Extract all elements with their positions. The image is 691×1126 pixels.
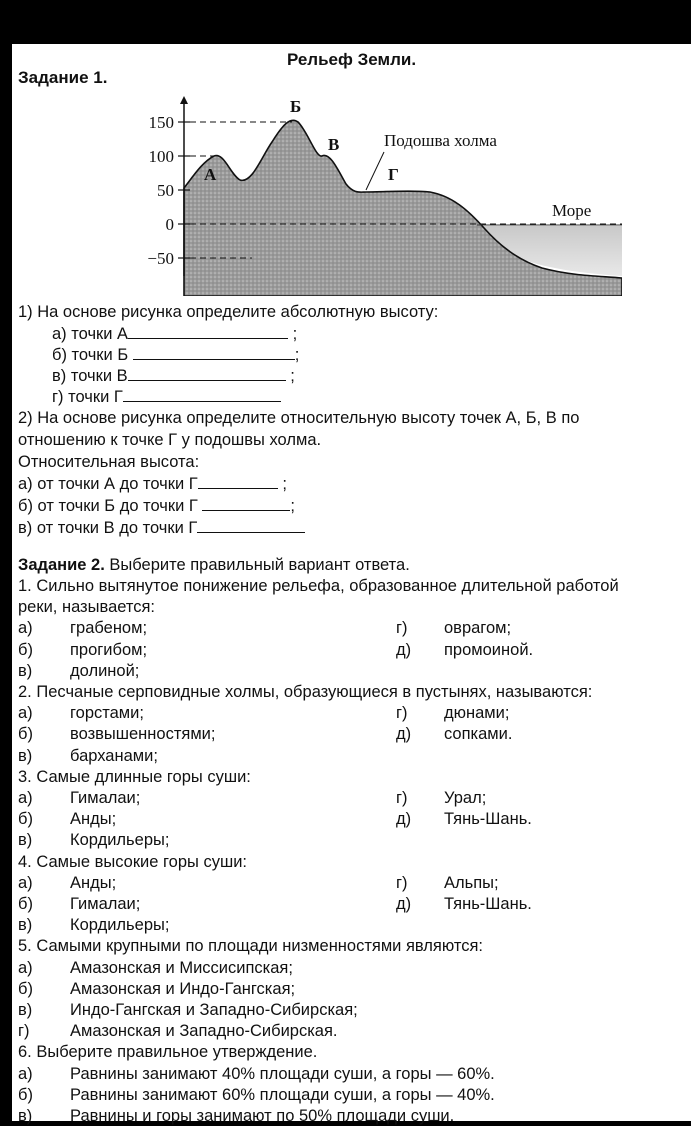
answer-option bbox=[18, 958, 293, 978]
option-text: дюнами; bbox=[444, 704, 510, 723]
option-text: Тянь-Шань. bbox=[444, 895, 532, 913]
y-tick-label: 0 bbox=[165, 215, 174, 234]
y-tick-label: −50 bbox=[147, 249, 174, 268]
answer-option bbox=[18, 873, 116, 893]
option-text: Тянь-Шань. bbox=[444, 810, 532, 829]
answer-option bbox=[18, 1021, 338, 1041]
task2-heading: Задание 2. Выберите правильный вариант ответа. bbox=[18, 556, 410, 574]
question-text: 5. Самыми крупными по площади низменностями являются: bbox=[18, 937, 484, 956]
q1-item: а) точки А ; bbox=[52, 325, 298, 343]
q1-item: г) точки Г bbox=[52, 387, 281, 407]
option-text: горстами; bbox=[70, 704, 144, 723]
option-letter: б) bbox=[18, 1085, 33, 1104]
y-tick-label: 50 bbox=[157, 181, 174, 200]
option-text: Кордильеры; bbox=[70, 916, 170, 935]
point-g-label: Г bbox=[388, 165, 399, 184]
y-tick-label: 150 bbox=[148, 113, 174, 132]
question-text: реки, называется: bbox=[18, 598, 156, 617]
answer-option bbox=[396, 894, 532, 914]
q2-text: отношению к точке Г у подошвы холма. bbox=[18, 431, 322, 449]
answer-option bbox=[396, 788, 486, 808]
option-letter: а) bbox=[18, 789, 33, 807]
option-letter: б) bbox=[18, 895, 33, 913]
q1-item: в) точки В ; bbox=[52, 367, 295, 385]
option-text: оврагом; bbox=[444, 619, 512, 638]
option-letter: г) bbox=[18, 1022, 30, 1041]
q2-text: 2) На основе рисунка определите относительную высоту точек А, Б, В по bbox=[18, 409, 580, 427]
question-text: 6. Выберите правильное утверждение. bbox=[18, 1043, 318, 1062]
option-letter: д) bbox=[396, 640, 412, 659]
option-letter: д) bbox=[396, 895, 412, 913]
option-letter: в) bbox=[18, 916, 33, 935]
option-letter: д) bbox=[396, 810, 412, 829]
option-letter: в) bbox=[18, 746, 33, 765]
option-letter: а) bbox=[18, 619, 33, 638]
option-text: Анды; bbox=[70, 810, 117, 829]
option-text: долиной; bbox=[70, 661, 140, 680]
option-text: Амазонская и Западно-Сибирская. bbox=[70, 1022, 338, 1041]
option-text: возвышенностями; bbox=[70, 725, 216, 744]
answer-option bbox=[18, 788, 140, 808]
answer-option bbox=[18, 1106, 454, 1126]
option-text: Гималаи; bbox=[70, 789, 141, 807]
option-text: Равнины занимают 60% площади суши, а горы — 40%. bbox=[70, 1085, 495, 1104]
option-text: Альпы; bbox=[444, 873, 499, 892]
answer-option bbox=[396, 809, 532, 829]
answer-option bbox=[18, 979, 295, 999]
option-letter: г) bbox=[396, 619, 408, 638]
answer-option bbox=[18, 830, 169, 850]
answer-option bbox=[18, 661, 139, 681]
option-letter: г) bbox=[396, 873, 408, 892]
option-letter: б) bbox=[18, 725, 33, 744]
option-text: прогибом; bbox=[70, 640, 148, 659]
point-b-label: Б bbox=[290, 97, 302, 116]
answer-option bbox=[396, 640, 533, 660]
option-letter: б) bbox=[18, 979, 33, 998]
question-text: 1. Сильно вытянутое понижение рельефа, образованное длительной работой bbox=[18, 577, 619, 595]
foot-label: Подошва холма bbox=[384, 131, 497, 150]
rel-item: в) от точки В до точки Г bbox=[18, 518, 305, 538]
point-a-label: А bbox=[204, 165, 217, 184]
rel-heading: Относительная высота: bbox=[18, 453, 200, 471]
option-text: Амазонская и Миссисипская; bbox=[70, 958, 293, 977]
option-letter: в) bbox=[18, 1107, 33, 1125]
answer-option bbox=[18, 724, 215, 744]
answer-option bbox=[18, 1000, 358, 1020]
rel-item: а) от точки А до точки Г ; bbox=[18, 475, 287, 493]
option-text: сопками. bbox=[444, 725, 513, 744]
option-text: Гималаи; bbox=[70, 895, 141, 913]
point-v-label: В bbox=[328, 135, 340, 154]
relief-figure bbox=[122, 96, 622, 296]
worksheet bbox=[12, 44, 691, 1125]
answer-option bbox=[18, 915, 169, 935]
option-letter: в) bbox=[18, 661, 33, 680]
option-letter: д) bbox=[396, 725, 412, 744]
option-text: Амазонская и Индо-Гангская; bbox=[70, 979, 296, 998]
option-text: Равнины и горы занимают по 50% площади суши. bbox=[70, 1107, 455, 1125]
option-text: Равнины занимают 40% площади суши, а горы — 60%. bbox=[70, 1064, 495, 1083]
answer-option bbox=[18, 746, 158, 766]
option-text: промоиной. bbox=[444, 640, 534, 659]
option-text: Анды; bbox=[70, 873, 117, 892]
option-letter: б) bbox=[18, 810, 33, 829]
answer-option bbox=[396, 618, 511, 638]
option-text: грабеном; bbox=[70, 619, 148, 638]
rel-item: б) от точки Б до точки Г ; bbox=[18, 497, 296, 515]
page-title: Рельеф Земли. bbox=[286, 50, 417, 69]
option-text: Индо-Гангская и Западно-Сибирская; bbox=[70, 1001, 358, 1019]
option-letter: г) bbox=[396, 704, 408, 723]
option-text: Урал; bbox=[444, 789, 487, 807]
answer-option bbox=[18, 1064, 495, 1084]
option-letter: г) bbox=[396, 789, 408, 807]
question-text: 3. Самые длинные горы суши: bbox=[18, 767, 251, 786]
option-letter: б) bbox=[18, 640, 33, 659]
answer-option bbox=[18, 809, 116, 829]
question-text: 2. Песчаные серповидные холмы, образующиеся в пустынях, называются: bbox=[18, 683, 593, 701]
question-text: 4. Самые высокие горы суши: bbox=[18, 852, 248, 871]
answer-option bbox=[396, 873, 499, 893]
sea-label: Море bbox=[552, 201, 592, 220]
y-tick-label: 100 bbox=[148, 147, 174, 166]
option-text: барханами; bbox=[70, 746, 158, 765]
option-letter: а) bbox=[18, 704, 33, 723]
q1-text: 1) На основе рисунка определите абсолютную высоту: bbox=[18, 303, 439, 321]
option-letter: а) bbox=[18, 1064, 33, 1083]
answer-option bbox=[18, 618, 147, 638]
option-letter: в) bbox=[18, 831, 33, 850]
option-text: Кордильеры; bbox=[70, 831, 170, 850]
option-letter: а) bbox=[18, 958, 33, 977]
answer-option bbox=[396, 703, 509, 723]
answer-option bbox=[18, 894, 140, 914]
answer-option bbox=[18, 1085, 495, 1105]
q1-item: б) точки Б ; bbox=[52, 346, 300, 364]
answer-option bbox=[18, 640, 147, 660]
option-letter: а) bbox=[18, 873, 33, 892]
task1-heading: Задание 1. bbox=[18, 68, 108, 87]
answer-option bbox=[396, 724, 512, 744]
option-letter: в) bbox=[18, 1001, 33, 1019]
answer-option bbox=[18, 703, 144, 723]
